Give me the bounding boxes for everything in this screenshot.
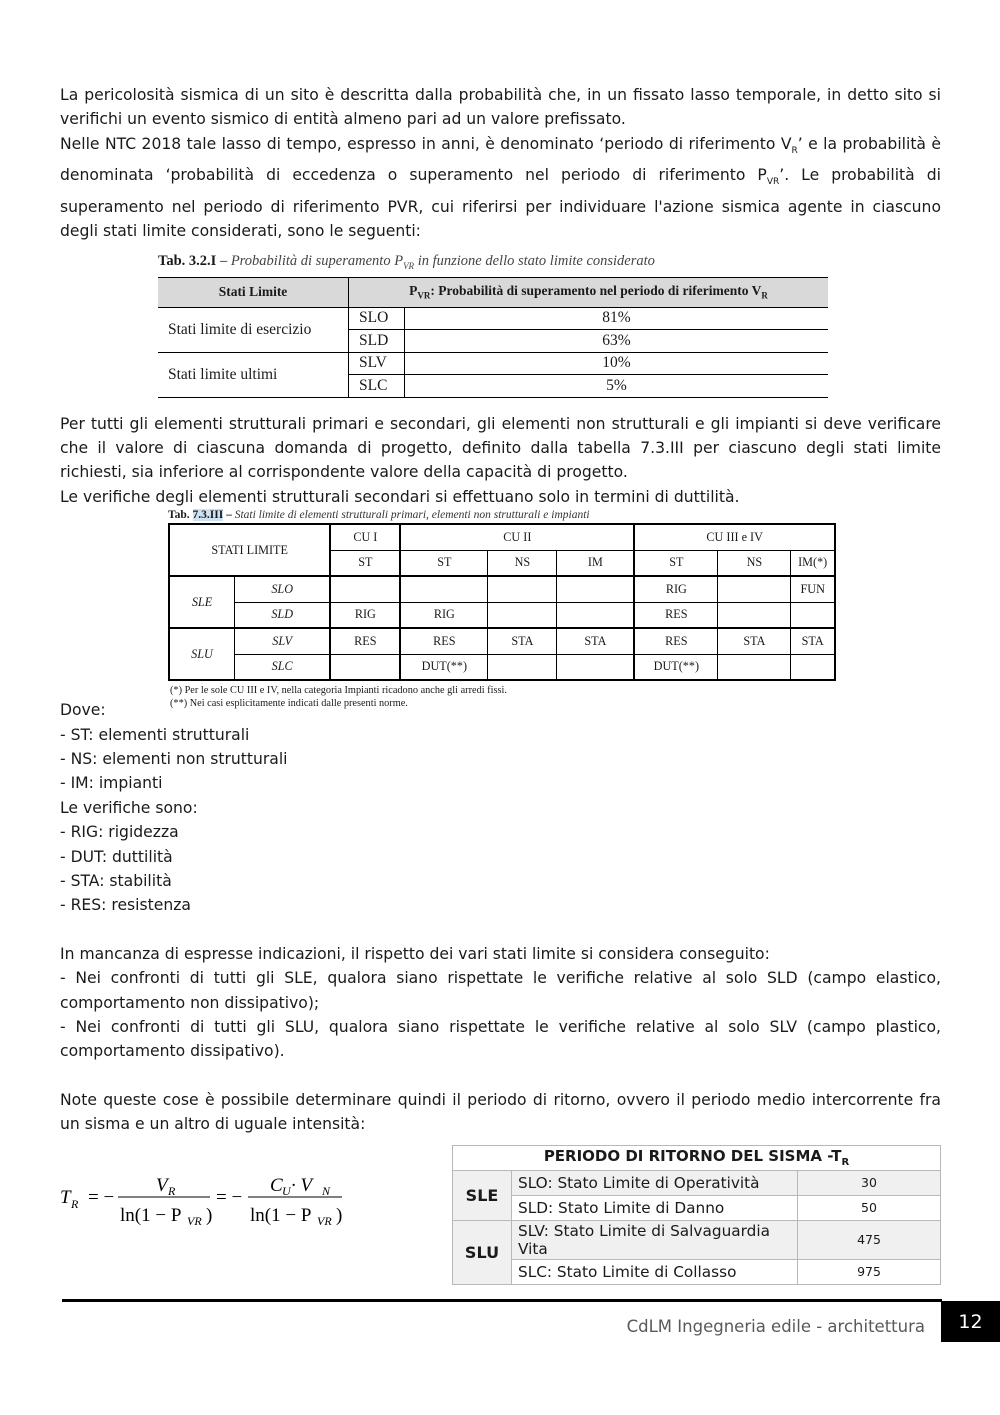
return-value: 475 [798, 1220, 941, 1259]
table-row [453, 1195, 941, 1220]
state-cell [235, 576, 331, 602]
value-cell: RIG [400, 602, 488, 628]
value-cell: DUT(**) [634, 654, 718, 680]
state-label: SLC: Stato Limite di Collasso [512, 1259, 798, 1284]
list-item: - NS: elementi non strutturali [60, 749, 288, 768]
table-row [169, 628, 835, 654]
state-label: SLO: Stato Limite di Operatività [512, 1170, 798, 1195]
value-cell [400, 576, 488, 602]
table-note: (**) Nei casi esplicitamente indicati dalle presenti norme. [170, 698, 408, 710]
value-cell [718, 654, 791, 680]
return-value: 50 [798, 1195, 941, 1220]
table-note: (*) Per le sole CU III e IV, nella categoria Impianti ricadono anche gli arredi fissi. [170, 685, 507, 697]
value-cell: 10% [405, 352, 829, 375]
list-item: - IM: impianti [60, 774, 163, 793]
value-cell: STA [718, 628, 791, 654]
header-probability-text: : Probabilità di superamento nel periodo di riferimento V [430, 283, 762, 299]
formula-num2-sub: U [282, 1183, 291, 1198]
return-period-formula [60, 1167, 360, 1227]
value-cell: RIG [330, 602, 400, 628]
return-period-table [452, 1145, 941, 1285]
caption-text: Probabilità di superamento P [230, 252, 404, 269]
formula-and-table [60, 1145, 941, 1281]
value-cell: RES [400, 628, 488, 654]
table-row [169, 576, 835, 602]
intro-paragraph-1: La pericolosità sismica di un sito è descritta dalla probabilità che, in un fissato lasso temporale, in detto sito si verifichi un evento sismico di entità almeno pari ad un valore prefissato. [60, 86, 941, 129]
dove-label: Dove: [60, 701, 106, 720]
formula-num2: C [270, 1174, 283, 1196]
formula-eq1: = − [88, 1186, 115, 1208]
list-item: - DUT: duttilità [60, 847, 173, 866]
subheader-cell: NS [718, 550, 791, 576]
value-cell: RES [634, 602, 718, 628]
intro-p2-text-c: ’. Le probabilità di superamento nel periodo di riferimento PVR, cui riferirsi per individuare l'azione sismica agente in ciascuno degli stati limite considerati, sono le seguenti: [60, 166, 941, 241]
intro-p2-sub-r: R [791, 145, 798, 156]
verifiche-label: Le verifiche sono: [60, 798, 198, 817]
header-cu1: CU I [330, 524, 400, 550]
list-item: - STA: stabilità [60, 872, 172, 891]
value-cell [718, 602, 791, 628]
value-cell [557, 654, 635, 680]
return-table-title [453, 1145, 941, 1170]
value-cell [791, 654, 835, 680]
table-3-2-I-caption [158, 253, 828, 271]
state-cell [235, 628, 331, 654]
intro-paragraph-2 [60, 132, 941, 244]
header-cu2: CU II [400, 524, 634, 550]
paragraph-sle: - Nei confronti di tutti gli SLE, qualora siano rispettate le verifiche relative al solo SLD (campo elastico, comportamento non dissipativo); [60, 969, 941, 1012]
group-slu [169, 628, 235, 680]
value-cell: STA [488, 628, 557, 654]
state-cell: SLO [349, 307, 405, 330]
value-cell [488, 576, 557, 602]
formula-den1-sub: VR [187, 1213, 202, 1227]
header-stati-limite: STATI LIMITE [169, 524, 330, 576]
header-cu34: CU III e IV [634, 524, 835, 550]
footer-course-name: CdLM Ingegneria edile - architettura [626, 1317, 925, 1336]
formula-den2-close: ) [336, 1204, 343, 1226]
state-cell: SLC [349, 375, 405, 398]
header-p-sub: VR [417, 290, 431, 301]
table-7-3-III [168, 509, 838, 710]
value-cell [330, 576, 400, 602]
table-row [158, 307, 828, 330]
state-cell [235, 654, 331, 680]
table-row [158, 352, 828, 375]
page-number: 12 [941, 1301, 1000, 1342]
state-cell: SLV [349, 352, 405, 375]
caption-dash: – [223, 509, 235, 522]
list-item: - ST: elementi strutturali [60, 725, 250, 744]
value-cell: 63% [405, 330, 829, 353]
intro-p2-text-a: Nelle NTC 2018 tale lasso di tempo, espresso in anni, è denominato ‘periodo di riferimento V [60, 134, 792, 153]
paragraph-verifiche: Per tutti gli elementi strutturali primari e secondari, gli elementi non strutturali e gli impianti si deve verificare che il valore di ciascuna domanda di progetto, definito dalla tabella 7.3.III per ciascuno degli stati limite richiesti, sia inferiore al corrispondente valore della capacità di progetto. [60, 414, 941, 482]
value-cell [488, 654, 557, 680]
subheader-cell: ST [330, 550, 400, 576]
caption-prefix: Tab. [168, 509, 193, 522]
state-label: SLD: Stato Limite di Danno [512, 1195, 798, 1220]
value-cell [557, 576, 635, 602]
header-probability [349, 277, 829, 307]
caption-number-highlight: 7.3.III [192, 509, 224, 522]
value-cell [557, 602, 635, 628]
paragraph-conditions: In mancanza di espresse indicazioni, il rispetto dei vari stati limite si considera conseguito: [60, 944, 770, 963]
table-header-row [453, 1145, 941, 1170]
page-content [60, 83, 941, 1281]
paragraph-secondari: Le verifiche degli elementi strutturali secondari si effettuano solo in termini di duttilità. [60, 487, 740, 506]
value-cell [488, 602, 557, 628]
value-cell: RES [634, 628, 718, 654]
group-slu: SLU [453, 1220, 512, 1284]
table-3-2-I [158, 253, 828, 398]
formula-den1-close: ) [206, 1204, 213, 1226]
group-sle: SLE [453, 1170, 512, 1220]
formula-eq2: = − [216, 1186, 243, 1208]
formula-lhs: T [60, 1186, 71, 1208]
value-cell [718, 576, 791, 602]
formula-num2-mid: · V [291, 1174, 313, 1196]
state-label: SLC [271, 659, 293, 674]
state-label: SLD [271, 607, 294, 622]
formula-lhs-sub: R [71, 1196, 79, 1211]
caption-text-2: in funzione dello stato limite considerato [414, 252, 655, 269]
table-header-row [169, 524, 835, 550]
header-v-sub: R [761, 290, 768, 301]
caption-sub: VR [403, 260, 415, 271]
value-cell [791, 602, 835, 628]
table-7-3-III-caption [168, 509, 838, 521]
group-sle-label: SLE [191, 594, 213, 609]
table-row [169, 602, 835, 628]
group-sle [169, 576, 235, 628]
formula-den2-sub: VR [317, 1213, 332, 1227]
return-table-title-sub: R [841, 1157, 850, 1169]
limit-states-table [168, 523, 836, 681]
intro-p2-sub-vr: VR [766, 177, 780, 188]
state-label: SLO [271, 581, 294, 596]
value-cell: RIG [634, 576, 718, 602]
value-cell: DUT(**) [400, 654, 488, 680]
caption-number: Tab. 3.2.I [158, 252, 217, 269]
state-label: SLV: Stato Limite di Salvaguardia Vita [512, 1220, 798, 1259]
state-label: SLV [272, 633, 293, 648]
caption-text: Stati limite di elementi strutturali primari, elementi non strutturali e impianti [234, 509, 590, 522]
value-cell: 5% [405, 375, 829, 398]
value-cell: FUN [791, 576, 835, 602]
formula-den2: ln(1 − P [250, 1204, 312, 1226]
subheader-cell: ST [400, 550, 488, 576]
formula-num1: V [156, 1174, 168, 1196]
group-slu-label: SLU [191, 646, 213, 661]
value-cell [330, 654, 400, 680]
value-cell: STA [557, 628, 635, 654]
table-header-row [158, 277, 828, 307]
value-cell: RES [330, 628, 400, 654]
legend-lists [60, 698, 941, 918]
group-esercizio: Stati limite di esercizio [158, 307, 349, 352]
subheader-cell: ST [634, 550, 718, 576]
caption-dash: – [216, 252, 231, 269]
paragraph-return-period: Note queste cose è possibile determinare quindi il periodo di ritorno, ovvero il periodo medio intercorrente fra un sisma e un altro di uguale intensità: [60, 1090, 941, 1134]
table-row [453, 1220, 941, 1259]
value-cell: STA [791, 628, 835, 654]
return-value: 975 [798, 1259, 941, 1284]
table-row [453, 1170, 941, 1195]
return-value: 30 [798, 1170, 941, 1195]
return-table-title-text: PERIODO DI RITORNO DEL SISMA -T [543, 1147, 842, 1166]
value-cell: 81% [405, 307, 829, 330]
formula-den1: ln(1 − P [120, 1204, 182, 1226]
table-row [453, 1259, 941, 1284]
subheader-cell: IM(*) [791, 550, 835, 576]
subheader-cell: NS [488, 550, 557, 576]
table-row [169, 654, 835, 680]
group-ultimi: Stati limite ultimi [158, 352, 349, 397]
header-p: P [409, 283, 418, 299]
paragraph-slu: - Nei confronti di tutti gli SLU, qualora siano rispettate le verifiche relative al solo SLV (campo plastico, comportamento dissipativo). [60, 1018, 941, 1061]
subheader-cell: IM [557, 550, 635, 576]
formula-num1-sub: R [168, 1183, 176, 1198]
list-item: - RES: resistenza [60, 896, 191, 915]
footer-rule [62, 1299, 942, 1302]
header-stati-limite: Stati Limite [158, 277, 349, 307]
probability-table [158, 277, 828, 398]
list-item: - RIG: rigidezza [60, 823, 179, 842]
state-cell [235, 602, 331, 628]
formula-num2-sub2: N [322, 1183, 331, 1198]
intro-p2-text-b: ’ e la probabilità è denominata ‘probabilità di eccedenza o superamento nel periodo di riferimento P [60, 134, 941, 185]
state-cell: SLD [349, 330, 405, 353]
